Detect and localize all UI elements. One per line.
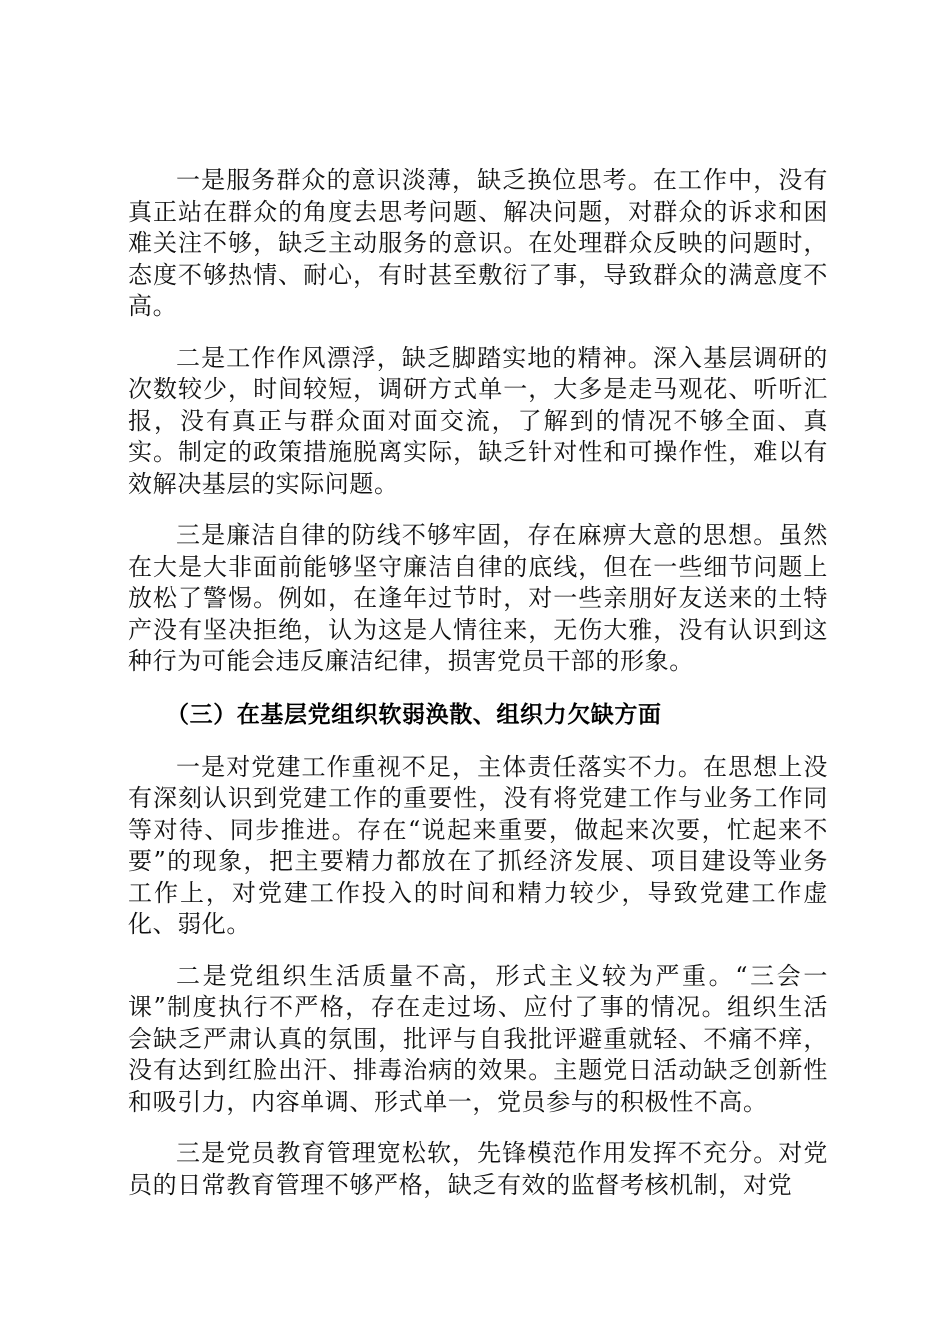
document-body bbox=[128, 165, 828, 1201]
paragraph-member-management: 三是党员教育管理宽松软，先锋模范作用发挥不充分。对党员的日常教育管理不够严格，缺乏有效的监督考核机制，对党 bbox=[128, 1139, 828, 1199]
paragraph-organization-life: 二是党组织生活质量不高，形式主义较为严重。“三会一课”制度执行不严格，存在走过场、应付了事的情况。组织生活会缺乏严肃认真的氛围，批评与自我批评避重就轻、不痛不痒，没有达到红脸出汗、排毒治病的效果。主题党日活动缺乏创新性和吸引力，内容单调、形式单一，党员参与的积极性不高。 bbox=[128, 961, 828, 1116]
paragraph-service-awareness: 一是服务群众的意识淡薄，缺乏换位思考。在工作中，没有真正站在群众的角度去思考问题、解决问题，对群众的诉求和困难关注不够，缺乏主动服务的意识。在处理群众反映的问题时，态度不够热情、耐心，有时甚至敷衍了事，导致群众的满意度不高。 bbox=[128, 166, 828, 320]
paragraph-work-style: 二是工作作风漂浮，缺乏脚踏实地的精神。深入基层调研的次数较少，时间较短，调研方式单一，大多是走马观花、听听汇报，没有真正与群众面对面交流，了解到的情况不够全面、真实。制定的政策措施脱离实际，缺乏针对性和可操作性，难以有效解决基层的实际问题。 bbox=[128, 343, 828, 498]
paragraph-integrity: 三是廉洁自律的防线不够牢固，存在麻痹大意的思想。虽然在大是大非面前能够坚守廉洁自律的底线，但在一些细节问题上放松了警惕。例如，在逢年过节时，对一些亲朋好友送来的土特产没有坚决拒绝，认为这是人情往来，无伤大雅，没有认识到这种行为可能会违反廉洁纪律，损害党员干部的形象。 bbox=[128, 521, 828, 675]
section-heading-grassroots-party: （三）在基层党组织软弱涣散、组织力欠缺方面 bbox=[166, 701, 662, 728]
paragraph-party-building-priority: 一是对党建工作重视不足，主体责任落实不力。在思想上没有深刻认识到党建工作的重要性，没有将党建工作与业务工作同等对待、同步推进。存在“说起来重要，做起来次要，忙起来不要”的现象，把主要精力都放在了抓经济发展、项目建设等业务工作上，对党建工作投入的时间和精力较少，导致党建工作虚化、弱化。 bbox=[128, 752, 828, 938]
